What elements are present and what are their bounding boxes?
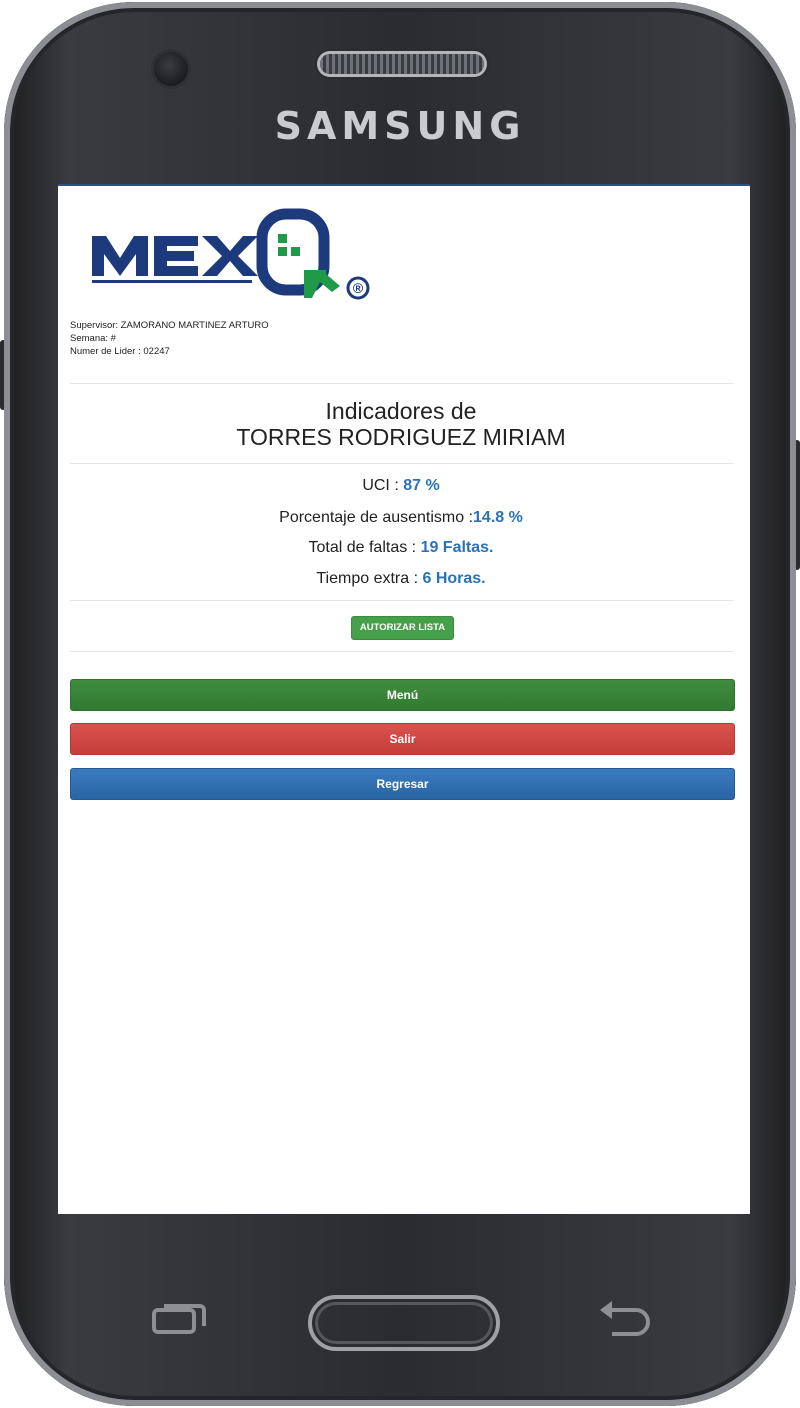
metric-label: Porcentaje de ausentismo : [279,509,474,526]
supervisor-info [70,319,269,358]
divider [70,383,733,384]
divider [70,651,733,652]
metric-faltas [58,539,744,557]
metric-value: 19 Faltas. [420,539,494,556]
metric-ausentismo [58,509,744,527]
supervisor-label: Supervisor: ZAMORANO MARTINEZ ARTURO [70,320,269,331]
divider [70,600,733,601]
registered-mark: ® [352,280,364,296]
recent-apps-icon[interactable] [150,1300,208,1336]
metric-label: Tiempo extra : [316,570,423,587]
title-line-2: TORRES RODRIGUEZ MIRIAM [236,424,566,450]
autorizar-lista-button[interactable]: AUTORIZAR LISTA [351,616,454,640]
speaker-grille [320,54,484,74]
metric-uci [58,477,744,495]
metric-label: UCI : [362,477,404,494]
camera-icon [154,52,188,86]
brand-label: SAMSUNG [274,104,526,148]
menu-button[interactable]: Menú [70,679,735,711]
lider-label: Numer de Lider : 02247 [70,346,170,357]
app-screen [58,184,750,1214]
metric-tiempo-extra [58,570,744,588]
mexq-logo [92,206,422,306]
divider [70,463,733,464]
regresar-button[interactable]: Regresar [70,768,735,800]
salir-button[interactable]: Salir [70,723,735,755]
title-line-1: Indicadores de [325,398,477,424]
page-title [58,398,744,450]
metric-value: 6 Horas. [422,570,486,587]
back-icon[interactable] [596,1298,654,1338]
metric-value: 14.8 % [473,509,523,526]
home-button[interactable] [308,1295,500,1351]
metric-value: 87 % [403,477,440,494]
semana-label: Semana: # [70,333,116,344]
metric-label: Total de faltas : [308,539,421,556]
